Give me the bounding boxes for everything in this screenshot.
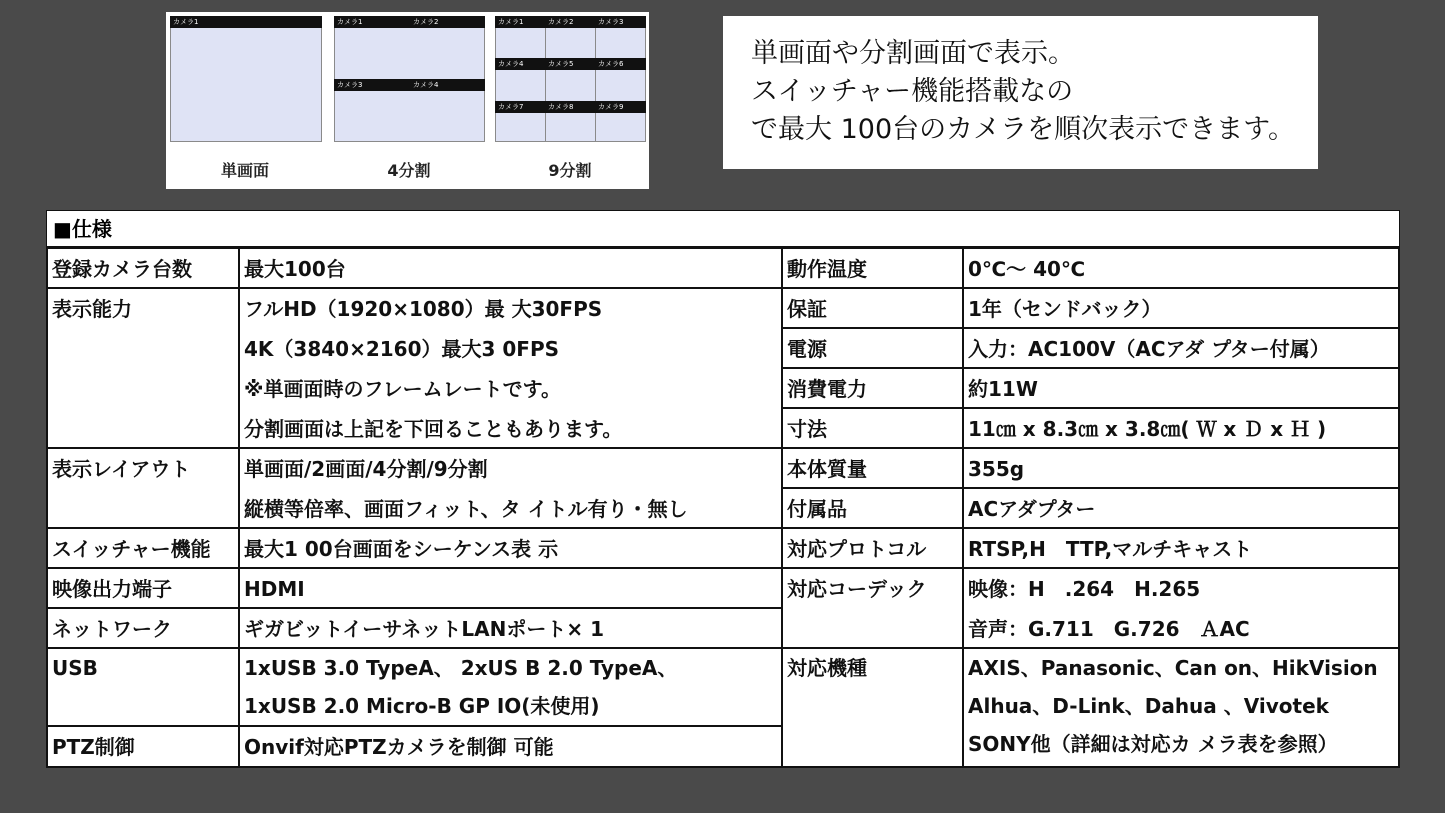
spec-label: USB [46,647,240,727]
spec-value: 入力：AC100V（ACアダ プター付属） [962,327,1400,369]
spec-label: 表示能力 [46,287,240,449]
spec-value: 約11W [962,367,1400,409]
spec-value: 映像：H .264 H.265 音声：G.711 G.726 ＡAC [962,567,1400,649]
camera-label: カメラ1 [170,16,322,28]
note-line: 単画面や分割画面で表示。 [751,38,1075,69]
spec-value: 最大100台 [238,247,783,289]
camera-label: カメラ1 [495,16,545,28]
spec-label: 対応コーデック [781,567,964,649]
spec-value: フルHD（1920×1080）最 大30FPS 4K（3840×2160）最大3 0FPS ※単画面時のフレームレートです。 分割画面は上記を下回ることもあります。 [238,287,783,449]
spec-value: 0℃～ 40℃ [962,247,1400,289]
spec-value: Onvif対応PTZカメラを制御 可能 [238,725,783,768]
camera-label: カメラ2 [410,16,485,28]
spec-label: 電源 [781,327,964,369]
nine-layout-label: 9分割 [548,161,592,180]
single-screen [170,16,322,142]
spec-value: 1xUSB 3.0 TypeA、 2xUS B 2.0 TypeA、 1xUSB 2.0 Micro-B GP IO(未使用) [238,647,783,727]
spec-label: 付属品 [781,487,964,529]
spec-value: 11㎝ x 8.3㎝ x 3.8㎝( Ｗ x Ｄ x Ｈ ) [962,407,1400,449]
spec-value: HDMI [238,567,783,609]
camera-label: カメラ9 [595,101,646,113]
spec-label: 保証 [781,287,964,329]
camera-label: カメラ3 [334,79,410,91]
spec-value: ギガビットイーサネットLANポート× 1 [238,607,783,649]
spec-label: 登録カメラ台数 [46,247,240,289]
spec-value: 単画面/2画面/4分割/9分割 縦横等倍率、画面フィット、タ イトル有り・無し [238,447,783,529]
spec-value: ACアダプター [962,487,1400,529]
single-layout-label: 単画面 [220,161,269,180]
description-note [723,16,1318,169]
spec-label: PTZ制御 [46,725,240,768]
spec-label: ネットワーク [46,607,240,649]
spec-table [46,210,1400,768]
spec-value: 1年（センドバック） [962,287,1400,329]
spec-value: 最大1 00台画面をシーケンス表 示 [238,527,783,569]
spec-label: 消費電力 [781,367,964,409]
camera-label: カメラ4 [495,58,545,70]
spec-label: 対応プロトコル [781,527,964,569]
spec-value: AXIS、Panasonic、Can on、HikVision Alhua、D-Link、Dahua 、Vivotek SONY他（詳細は対応カ メラ表を参照） [962,647,1400,768]
camera-label: カメラ5 [545,58,595,70]
spec-label: 映像出力端子 [46,567,240,609]
spec-title: ■仕様 [46,210,1400,247]
spec-label: 対応機種 [781,647,964,768]
spec-value: RTSP,H TTP,マルチキャスト [962,527,1400,569]
spec-label: 本体質量 [781,447,964,489]
camera-label: カメラ4 [410,79,485,91]
camera-label: カメラ3 [595,16,646,28]
camera-label: カメラ8 [545,101,595,113]
layout-illustration-panel [166,12,649,189]
camera-label: カメラ7 [495,101,545,113]
spec-label: 動作温度 [781,247,964,289]
quad-layout-label: 4分割 [387,161,431,180]
spec-label: 表示レイアウト [46,447,240,529]
spec-value: 355g [962,447,1400,489]
note-line: スイッチャー機能搭載なの [751,76,1074,107]
note-line: で最大 100台のカメラを順次表示できます。 [751,114,1295,145]
spec-label: 寸法 [781,407,964,449]
spec-label: スイッチャー機能 [46,527,240,569]
camera-label: カメラ6 [595,58,646,70]
camera-label: カメラ2 [545,16,595,28]
camera-label: カメラ1 [334,16,410,28]
nine-screen [495,16,646,142]
